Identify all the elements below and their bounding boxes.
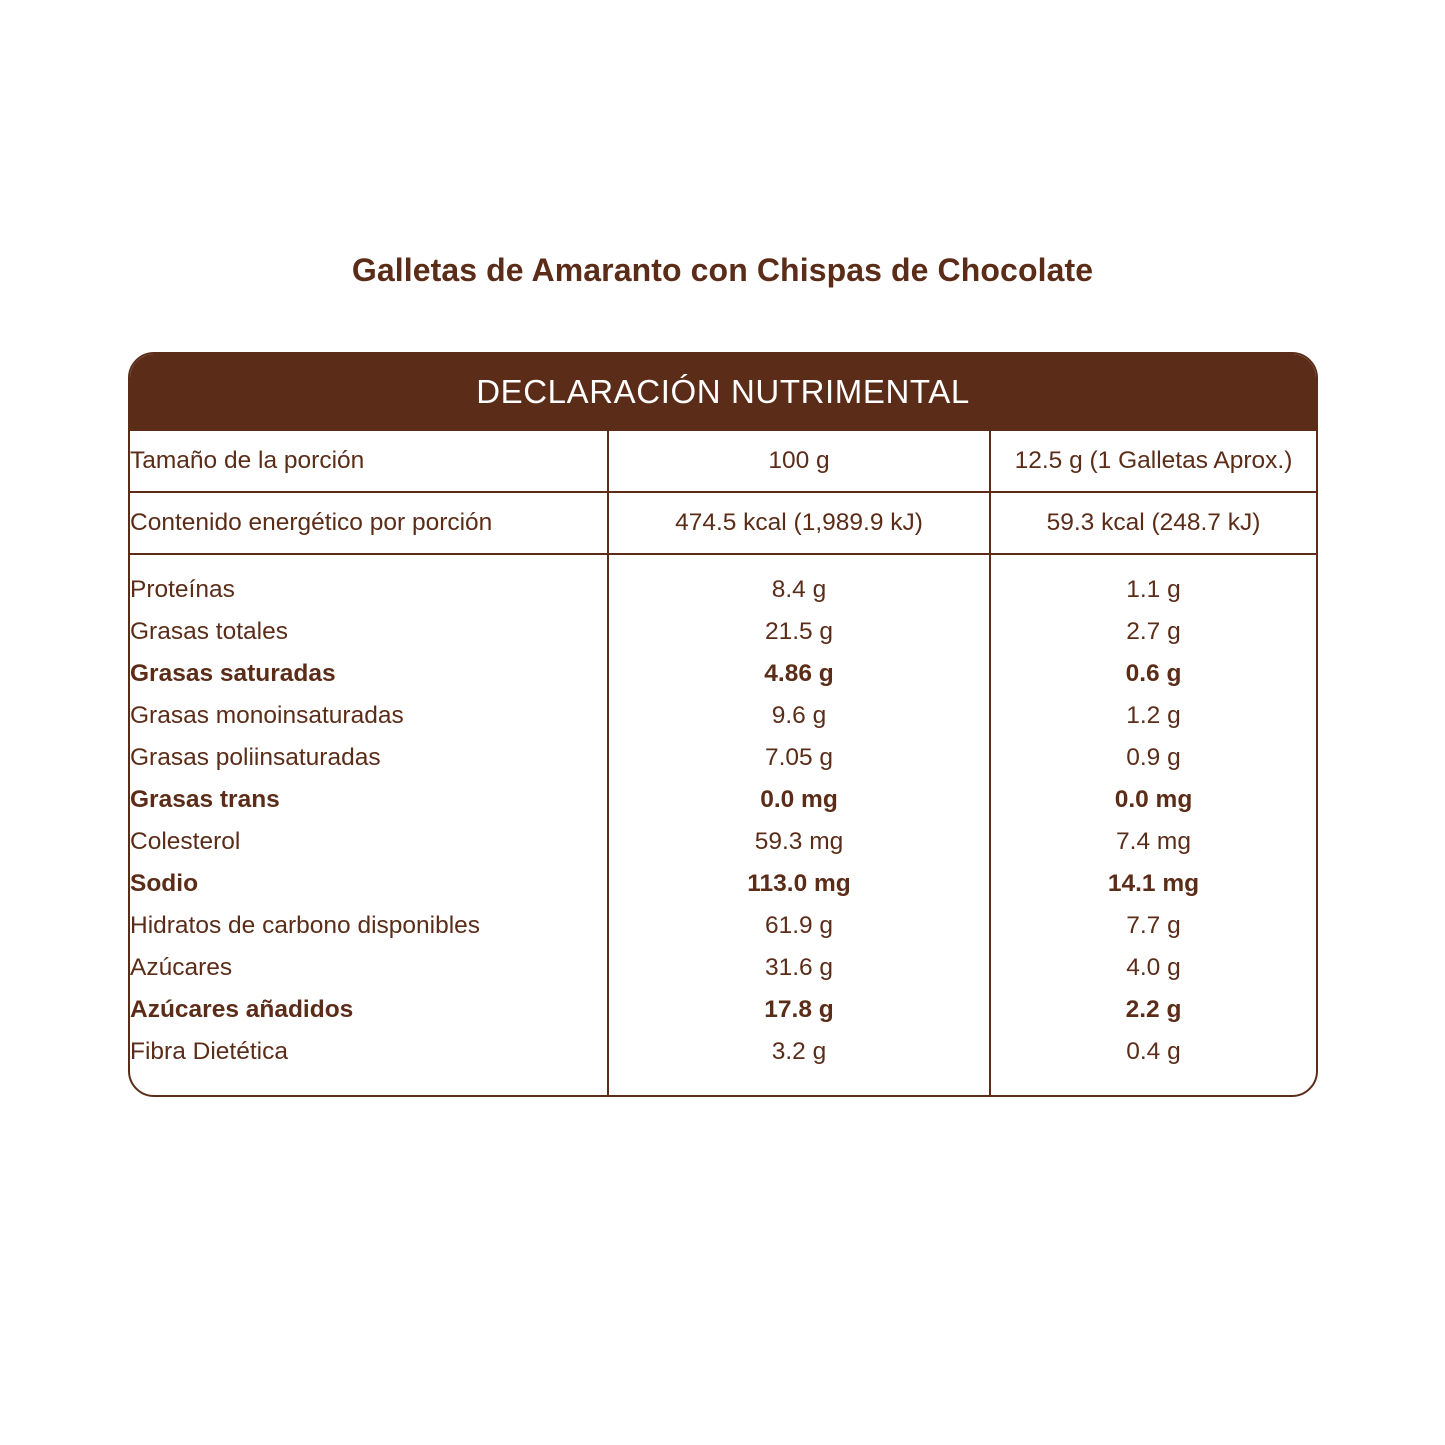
nutrient-value-100g: 3.2 g [608,1031,990,1095]
nutrient-value-portion: 0.4 g [990,1031,1316,1095]
nutrient-label: Grasas totales [130,618,288,645]
nutrient-label: Grasas monoinsaturadas [130,702,404,729]
table-row [130,695,1316,737]
nutrient-value-100g: 61.9 g [608,905,990,947]
nutrient-value-portion: 14.1 mg [990,863,1316,905]
nutrient-value-portion: 7.4 mg [990,821,1316,863]
panel-header: DECLARACIÓN NUTRIMENTAL [130,354,1316,431]
page-title: Galletas de Amaranto con Chispas de Chocolate [351,252,1094,288]
serving-size-value-100g: 100 g [608,431,990,492]
nutrient-value-100g: 7.05 g [608,737,990,779]
table-row [130,737,1316,779]
nutrient-value-100g: 9.6 g [608,695,990,737]
nutrient-value-portion: 2.7 g [990,611,1316,653]
table-row-serving-size [130,431,1316,492]
nutrient-value-portion: 1.1 g [990,554,1316,611]
table-row [130,947,1316,989]
nutrient-label: Azúcares [130,954,233,981]
nutrient-value-portion: 0.9 g [990,737,1316,779]
nutrition-facts-panel [128,352,1318,1097]
nutrient-label: Grasas saturadas [130,660,336,687]
nutrient-value-portion: 0.0 mg [990,779,1316,821]
nutrient-value-100g: 0.0 mg [608,779,990,821]
table-row [130,1031,1316,1095]
nutrient-value-portion: 2.2 g [990,989,1316,1031]
nutrient-value-portion: 4.0 g [990,947,1316,989]
serving-size-label: Tamaño de la porción [130,431,608,492]
energy-value-100g: 474.5 kcal (1,989.9 kJ) [608,492,990,554]
nutrient-value-100g: 113.0 mg [608,863,990,905]
nutrient-label: Fibra Dietética [130,1038,288,1065]
nutrient-value-portion: 0.6 g [990,653,1316,695]
table-row-energy [130,492,1316,554]
nutrient-value-100g: 21.5 g [608,611,990,653]
nutrient-value-100g: 31.6 g [608,947,990,989]
nutrient-label: Grasas poliinsaturadas [130,744,381,771]
table-row [130,611,1316,653]
energy-value-portion: 59.3 kcal (248.7 kJ) [990,492,1316,554]
table-row [130,863,1316,905]
nutrient-label: Azúcares añadidos [130,996,354,1023]
table-row [130,779,1316,821]
table-row [130,821,1316,863]
energy-label: Contenido energético por porción [130,492,608,554]
nutrient-value-portion: 7.7 g [990,905,1316,947]
nutrient-label: Proteínas [130,576,235,603]
table-row [130,905,1316,947]
nutrient-value-100g: 17.8 g [608,989,990,1031]
table-row [130,653,1316,695]
nutrient-rows [130,554,1316,1095]
nutrient-value-100g: 8.4 g [608,554,990,611]
nutrient-value-100g: 59.3 mg [608,821,990,863]
nutrient-label: Grasas trans [130,786,280,813]
nutrient-label: Colesterol [130,828,241,855]
nutrient-value-portion: 1.2 g [990,695,1316,737]
nutrient-value-100g: 4.86 g [608,653,990,695]
nutrition-table [130,431,1316,1095]
table-row [130,989,1316,1031]
nutrient-label: Hidratos de carbono disponibles [130,912,481,939]
table-row [130,554,1316,611]
serving-size-value-portion: 12.5 g (1 Galletas Aprox.) [990,431,1316,492]
nutrient-label: Sodio [130,870,199,897]
